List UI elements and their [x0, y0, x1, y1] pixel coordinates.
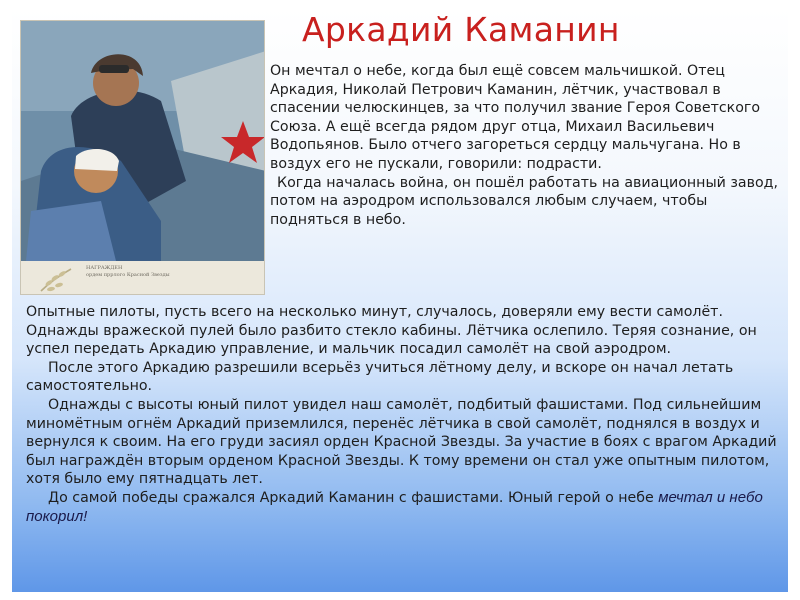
paragraph-first-flight: Опытные пилоты, пусть всего на несколько минут, случалось, доверяли ему вести самолёт. Однажды вражеской пулей было разбито стекло кабины. Лётчика ослепило. Теряя сознание, он успел передать Аркадию управление, и мальчик посадил самолёт на свой аэродром. — [26, 304, 757, 358]
top-text-block — [270, 62, 782, 229]
slide — [12, 8, 788, 592]
page-title: Аркадий Каманин — [302, 10, 620, 49]
bottom-text-block — [26, 303, 782, 526]
paragraph-rescue: Однажды с высоты юный пилот увидел наш самолёт, подбитый фашистами. Под сильнейшим миномётным огнём Аркадий приземлился, перенёс лётчика в свой самолёт, поднялся в воздух и вернулся к своим. На его груди засиял орден Красной Звезды. За участие в боях с врагом Аркадий был награждён вторым орденом Красной Звезды. К тому времени он стал уже опытным пилотом, хотя было ему пятнадцать лет. — [26, 396, 777, 488]
caption-plate — [21, 261, 264, 295]
caption-line-1: НАГРАЖДЕН — [86, 265, 123, 271]
paragraph-father: Он мечтал о небе, когда был ещё совсем мальчишкой. Отец Аркадия, Николай Петрович Каманин, лётчик, участвовал в спасении челюскинцев, за что получил звание Героя Советского Союза. А ещё всегда рядом друг отца, Михаил Васильевич Водопьянов. Было отчего загореться сердцу мальчугана. Но в воздух его не пускали, говорили: подрасти. — [270, 63, 761, 172]
pilots-painting — [21, 21, 265, 261]
victory-italic-text: мечтал и небо покорил! — [26, 488, 763, 525]
paragraph-training: После этого Аркадию разрешили всерьёз учиться лётному делу, и вскоре он начал летать самостоятельно. — [26, 359, 734, 395]
laurel-branch-icon — [37, 263, 77, 295]
paragraph-victory — [26, 489, 782, 526]
victory-text: До самой победы сражался Аркадий Каманин с фашистами. Юный герой о небе — [48, 489, 659, 506]
portrait-illustration — [20, 20, 265, 295]
image-caption — [86, 265, 170, 279]
paragraph-war-start: Когда началась война, он пошёл работать на авиационный завод, потом на аэродром использовался любым случаем, чтобы подняться в небо. — [270, 174, 778, 228]
caption-line-2: ордем пррлого Красной Звезды — [86, 272, 170, 278]
